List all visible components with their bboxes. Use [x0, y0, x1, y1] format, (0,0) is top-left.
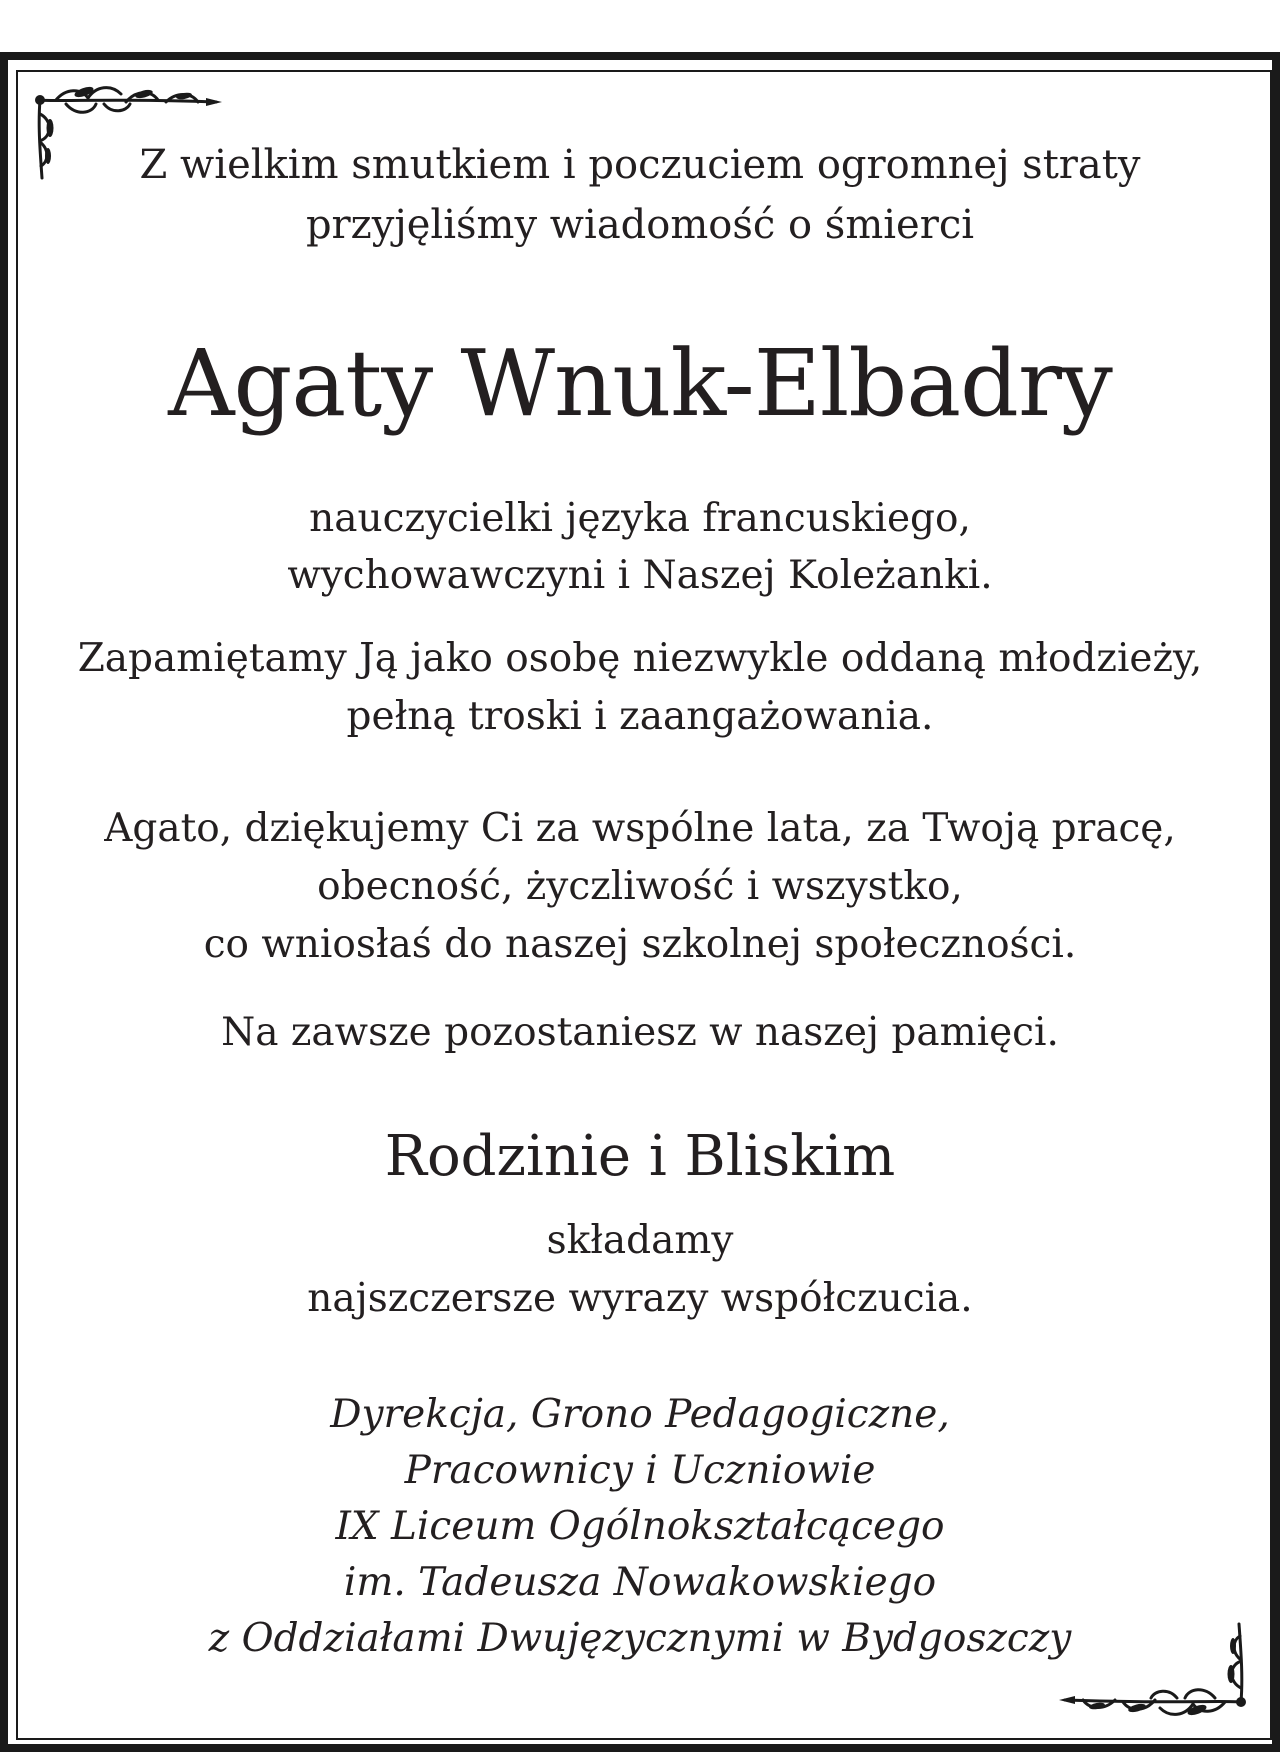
remembrance-line-2: pełną troski i zaangażowania.: [346, 694, 934, 739]
signature-line-3: IX Liceum Ogólnokształcącego: [335, 1504, 945, 1549]
forever-line: Na zawsze pozostaniesz w naszej pamięci.: [221, 1010, 1059, 1055]
remembrance-line-1: Zapamiętamy Ją jako osobę niezwykle oddaną młodzieży,: [77, 636, 1203, 681]
intro-line-1: Z wielkim smutkiem i poczuciem ogromnej straty: [139, 142, 1141, 188]
condolence-heading: Rodzinie i Bliskim: [384, 1124, 896, 1189]
condolence-line-1: składamy: [546, 1218, 734, 1263]
signature-line-4: im. Tadeusza Nowakowskiego: [343, 1560, 937, 1605]
role-line-1: nauczycielki języka francuskiego,: [309, 496, 971, 541]
signature-line-2: Pracownicy i Uczniowie: [404, 1448, 876, 1493]
thanks-line-1: Agato, dziękujemy Ci za wspólne lata, za Twoją pracę,: [104, 806, 1176, 851]
intro-line-2: przyjęliśmy wiadomość o śmierci: [305, 202, 975, 248]
signature-line-1: Dyrekcja, Grono Pedagogiczne,: [330, 1392, 950, 1437]
bottom-border: [0, 1744, 1280, 1752]
signature-line-5: z Oddziałami Dwujęzycznymi w Bydgoszczy: [208, 1616, 1072, 1661]
thanks-line-3: co wniosłaś do naszej szkolnej społeczności.: [203, 922, 1077, 967]
condolence-line-2: najszczersze wyrazy współczucia.: [307, 1276, 973, 1321]
role-line-2: wychowawczyni i Naszej Koleżanki.: [287, 553, 993, 598]
thanks-line-2: obecność, życzliwość i wszystko,: [317, 864, 963, 909]
deceased-name: Agaty Wnuk-Elbadry: [168, 330, 1112, 437]
